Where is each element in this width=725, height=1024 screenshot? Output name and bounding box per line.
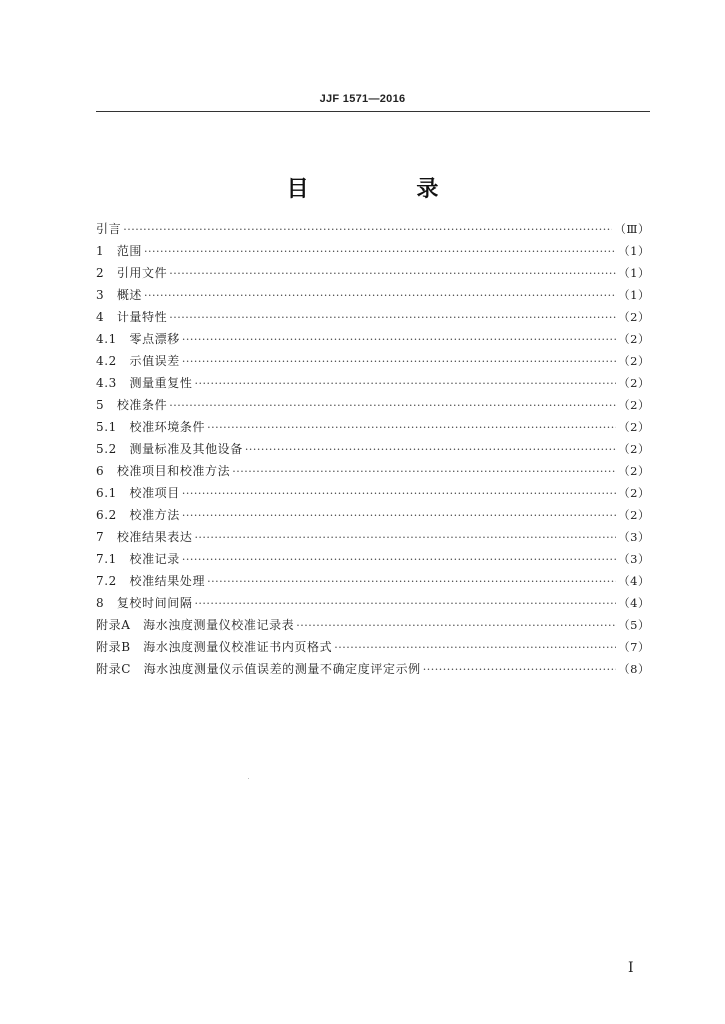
toc-dot-leader	[194, 527, 616, 549]
toc-dot-leader	[182, 351, 616, 373]
toc-entry-label: 4.2 示值误差	[96, 354, 180, 368]
toc-dot-leader	[207, 571, 616, 593]
toc-entry-label: 6 校准项目和校准方法	[96, 464, 231, 478]
page-title: 目 录	[286, 177, 489, 202]
toc-dot-leader	[144, 285, 616, 307]
toc-entry-label: 1 范围	[96, 244, 143, 258]
toc-entry-page: （Ⅲ）	[614, 222, 650, 236]
toc-entry[interactable]	[96, 570, 650, 592]
toc-dot-leader	[123, 219, 612, 241]
toc-entry-label: 4 计量特性	[96, 310, 168, 324]
toc-entry[interactable]	[96, 658, 650, 680]
toc-entry[interactable]	[96, 614, 650, 636]
toc-entry-page: （5）	[618, 618, 650, 632]
toc-entry[interactable]	[96, 284, 650, 306]
toc-dot-leader	[182, 549, 616, 571]
toc-entry-page: （2）	[618, 464, 650, 478]
toc-entry-label: 2 引用文件	[96, 266, 168, 280]
toc-entry-page: （3）	[618, 552, 650, 566]
toc-entry-label: 5.1 校准环境条件	[96, 420, 206, 434]
toc-entry[interactable]	[96, 262, 650, 284]
toc-entry[interactable]	[96, 438, 650, 460]
toc-entry-label: 附录C 海水浊度测量仪示值误差的测量不确定度评定示例	[96, 662, 421, 676]
toc-entry-page: （2）	[618, 354, 650, 368]
toc-entry-label: 4.1 零点漂移	[96, 332, 180, 346]
toc-dot-leader	[245, 439, 616, 461]
toc-dot-leader	[169, 395, 616, 417]
toc-entry-label: 附录A 海水浊度测量仪校准记录表	[96, 618, 295, 632]
toc-entry-label: 5 校准条件	[96, 398, 168, 412]
toc-entry-label: 7 校准结果表达	[96, 530, 193, 544]
toc-entry-label: 8 复校时间间隔	[96, 596, 193, 610]
toc-entry-page: （7）	[618, 640, 650, 654]
toc-entry-label: 引言	[96, 222, 122, 236]
toc-dot-leader	[144, 241, 616, 263]
toc-dot-leader	[169, 263, 616, 285]
toc-entry[interactable]	[96, 372, 650, 394]
toc-entry[interactable]	[96, 240, 650, 262]
toc-entry-label: 6.2 校准方法	[96, 508, 180, 522]
toc-entry-page: （2）	[618, 508, 650, 522]
toc-entry-page: （1）	[618, 288, 650, 302]
toc-entry-label: 7.2 校准结果处理	[96, 574, 206, 588]
toc-entry-page: （3）	[618, 530, 650, 544]
header-rule	[96, 111, 650, 112]
toc-entry[interactable]	[96, 218, 650, 240]
toc-entry[interactable]	[96, 350, 650, 372]
toc-entry-page: （2）	[618, 442, 650, 456]
toc-entry-page: （1）	[618, 266, 650, 280]
toc-dot-leader	[232, 461, 616, 483]
toc-entry[interactable]	[96, 592, 650, 614]
toc-entry-label: 6.1 校准项目	[96, 486, 180, 500]
page-number: Ⅰ	[628, 960, 634, 976]
toc-entry-page: （2）	[618, 332, 650, 346]
toc-dot-leader	[194, 593, 616, 615]
toc-dot-leader	[207, 417, 616, 439]
toc-entry[interactable]	[96, 636, 650, 658]
toc-dot-leader	[334, 637, 616, 659]
toc-entry[interactable]	[96, 526, 650, 548]
toc-entry[interactable]	[96, 460, 650, 482]
toc-entry[interactable]	[96, 482, 650, 504]
toc-entry-page: （2）	[618, 310, 650, 324]
toc-entry-page: （2）	[618, 376, 650, 390]
toc-dot-leader	[182, 483, 616, 505]
toc-entry-page: （2）	[618, 420, 650, 434]
toc-dot-leader	[182, 329, 616, 351]
toc-dot-leader	[195, 373, 617, 395]
toc-entry[interactable]	[96, 504, 650, 526]
toc-entry-label: 附录B 海水浊度测量仪校准证书内页格式	[96, 640, 333, 654]
toc-dot-leader	[296, 615, 616, 637]
toc-entry-label: 4.3 测量重复性	[96, 376, 193, 390]
toc-entry-page: （4）	[618, 574, 650, 588]
toc-dot-leader	[169, 307, 616, 329]
toc-entry[interactable]	[96, 394, 650, 416]
table-of-contents	[96, 218, 650, 680]
toc-entry-page: （2）	[618, 486, 650, 500]
toc-entry-label: 5.2 测量标准及其他设备	[96, 442, 243, 456]
toc-entry-page: （1）	[618, 244, 650, 258]
page-header: JJF 1571—2016	[319, 93, 406, 105]
toc-dot-leader	[423, 659, 616, 681]
toc-entry-page: （8）	[618, 662, 650, 676]
toc-entry[interactable]	[96, 416, 650, 438]
toc-entry[interactable]	[96, 548, 650, 570]
toc-entry-label: 7.1 校准记录	[96, 552, 180, 566]
toc-dot-leader	[182, 505, 616, 527]
toc-entry-page: （4）	[618, 596, 650, 610]
toc-entry-page: （2）	[618, 398, 650, 412]
toc-entry-label: 3 概述	[96, 288, 143, 302]
speck-mark	[248, 778, 249, 779]
toc-entry[interactable]	[96, 328, 650, 350]
toc-entry[interactable]	[96, 306, 650, 328]
